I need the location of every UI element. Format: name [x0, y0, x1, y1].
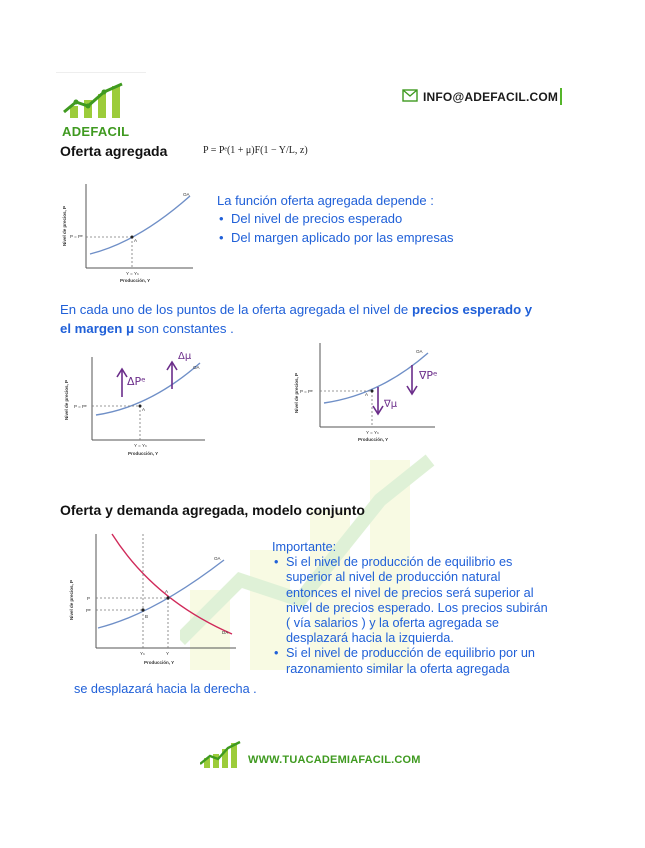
graph4-xtick-y: Y: [166, 651, 170, 656]
graph2-ytick: P = Pᵉ: [74, 404, 87, 409]
graph4-xlabel: Producción, Y: [144, 660, 175, 665]
footer-url[interactable]: WWW.TUACADEMIAFACIL.COM: [248, 754, 421, 766]
graph1-ytick: P = Pᵉ: [70, 234, 83, 239]
paragraph-suffix: son constantes .: [134, 321, 234, 336]
section2-bullet: • Si el nivel de producción de equilibrio es superior al nivel de producción natural entonces el nivel de precios será superior al nivel de precios esperado. Los precios subirán ( vía salarios ) y la oferta agregada se desplazará hacia la izquierda.: [272, 555, 552, 646]
graph4-ytick-pe: Pᵉ: [86, 608, 91, 613]
supply-shift-up-graph: [60, 345, 210, 460]
mail-icon: [402, 89, 418, 102]
graph2-ylabel: Nivel de precios, P: [64, 379, 69, 420]
section2-notes: [272, 540, 552, 677]
aggregate-supply-graph: [58, 176, 198, 286]
paragraph-prefix: En cada uno de los puntos de la oferta agregada el nivel de: [60, 302, 412, 317]
logo-chart-icon: [62, 82, 130, 118]
logo-text: ADEFACIL: [62, 124, 130, 139]
graph4-ytick-p: P: [87, 596, 91, 601]
graph3-xlabel: Producción, Y: [358, 437, 389, 442]
graph2-xtick: Y = Yₙ: [134, 443, 147, 448]
graph4-point-a: A: [165, 589, 169, 594]
section2-title: Oferta y demanda agregada, modelo conjunto: [60, 502, 365, 518]
graph4-da-label: DA: [222, 630, 229, 635]
annotation-nabla-pe: ∇Pᵉ: [419, 369, 438, 382]
graph1-ylabel: Nivel de precios, P: [62, 205, 67, 246]
constants-paragraph: [60, 300, 580, 338]
brand-logo: [62, 82, 130, 139]
graph3-ylabel: Nivel de precios, P: [294, 372, 299, 413]
graph3-xtick: Y = Yₙ: [366, 430, 379, 435]
annotation-delta-pe: ΔPᵉ: [127, 375, 146, 388]
graph2-point-a: A: [142, 407, 146, 412]
section1-bullet: • Del margen aplicado por las empresas: [217, 230, 517, 246]
header-rule: [56, 72, 146, 73]
paragraph-bold-margin: el margen μ: [60, 321, 135, 336]
graph2-xlabel: Producción, Y: [128, 451, 159, 456]
graph2-oa-label: OA: [193, 365, 200, 370]
paragraph-bold-expected: precios esperado y: [411, 302, 533, 317]
graph1-oa-label: OA: [183, 192, 190, 197]
graph4-point-b: B: [145, 614, 149, 619]
section2-bullet: • Si el nivel de producción de equilibrio por un razonamiento similar la oferta agregada: [272, 646, 552, 676]
header-email[interactable]: INFO@ADEFACIL.COM: [423, 90, 559, 104]
footer-logo-icon: [200, 740, 242, 768]
section2-bullets: [272, 555, 552, 677]
supply-shift-down-graph: [290, 335, 450, 450]
header-divider: [560, 88, 562, 105]
section1-bullets: [217, 211, 517, 246]
annotation-delta-mu: Δμ: [178, 351, 192, 362]
graph3-point-a: A: [365, 392, 369, 397]
graph4-oa-label: OA: [214, 556, 221, 561]
section1-title: Oferta agregada: [60, 143, 168, 159]
section2-continuation: se desplazará hacia la derecha .: [74, 682, 257, 696]
graph1-point-a: A: [134, 238, 138, 243]
graph1-xlabel: Producción, Y: [120, 278, 151, 283]
section1-intro-text: La función oferta agregada depende :: [217, 193, 434, 208]
supply-demand-graph: [64, 528, 244, 670]
graph4-ylabel: Nivel de precios, P: [69, 579, 74, 620]
annotation-nabla-mu: ∇μ: [384, 399, 398, 410]
graph4-xtick-yn: Yₙ: [140, 651, 145, 656]
graph3-oa-label: OA: [416, 349, 423, 354]
section1-intro: [217, 193, 517, 246]
supply-formula: P = Pᵉ(1 + μ)F(1 − Y/L, z): [203, 145, 308, 156]
graph3-ytick: P = Pᵉ: [300, 389, 313, 394]
section1-bullet: • Del nivel de precios esperado: [217, 211, 517, 227]
important-label: Importante:: [272, 540, 337, 554]
graph1-xtick: Y = Yₙ: [126, 271, 139, 276]
